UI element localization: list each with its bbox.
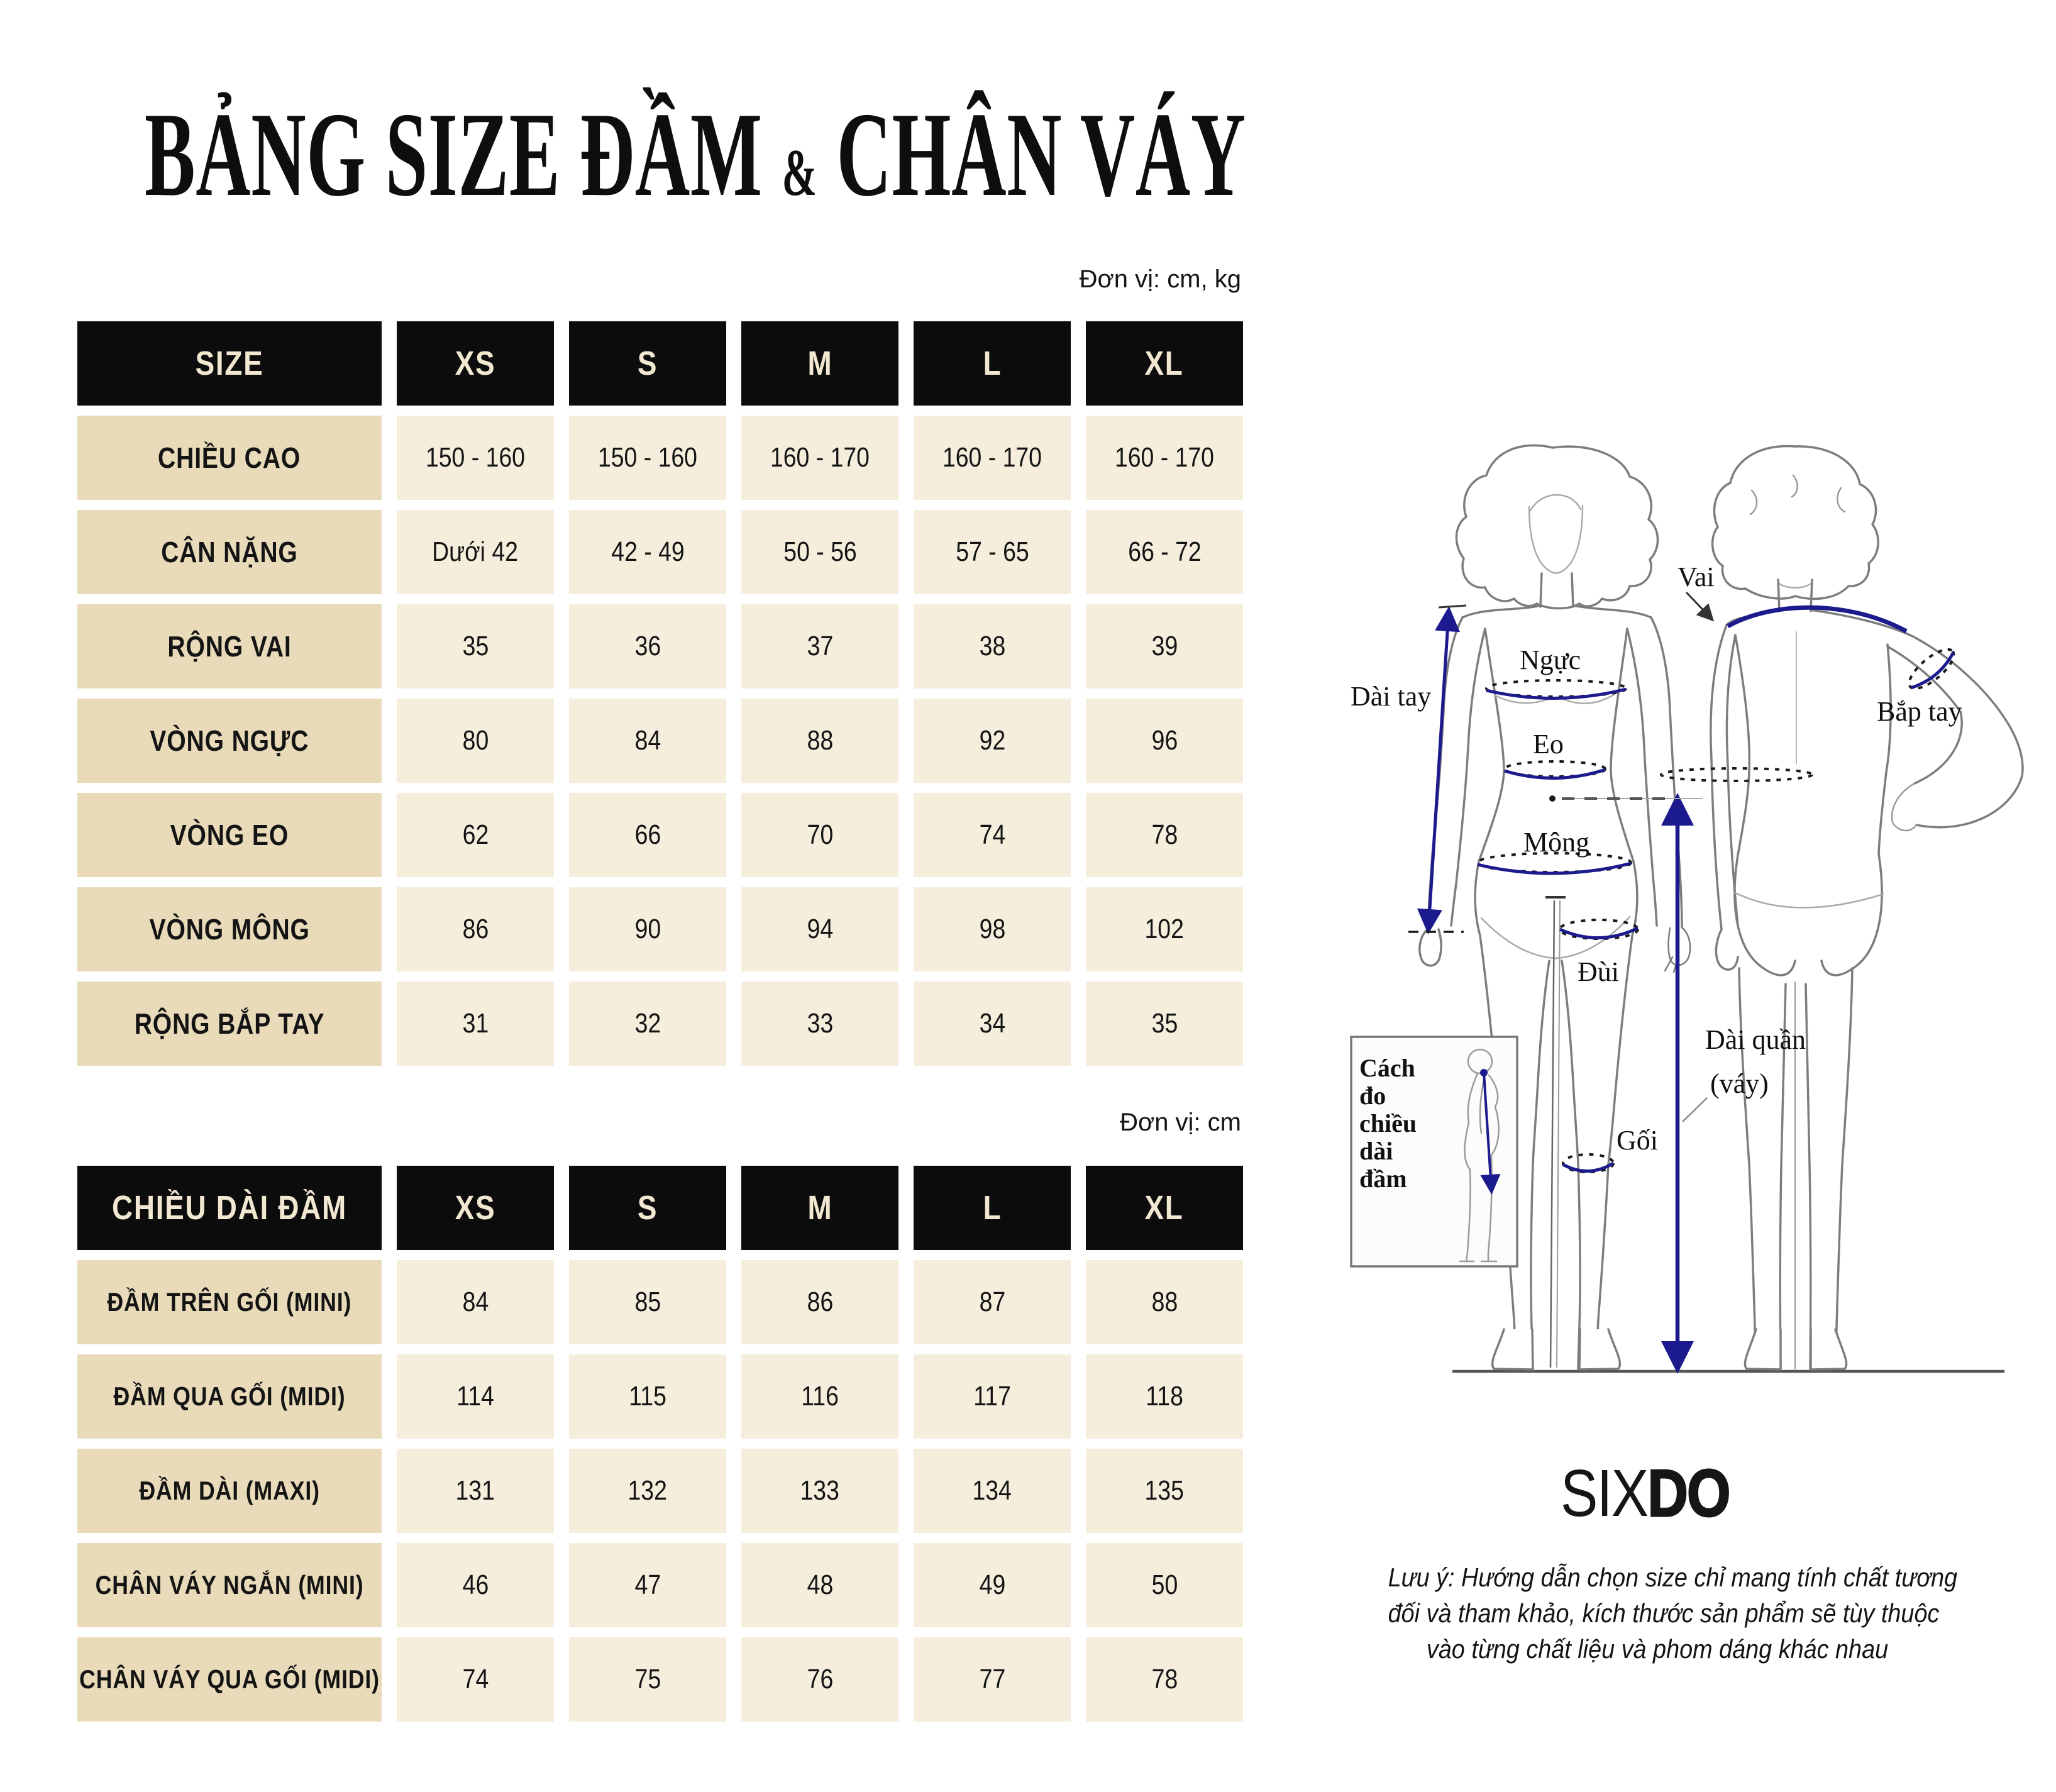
unit-note-cm: Đơn vị: cm — [1120, 1109, 1241, 1136]
svg-text:đo: đo — [1359, 1081, 1386, 1110]
hip-label: Mông — [1523, 827, 1590, 858]
size-table-value-cell: 80 — [397, 699, 554, 783]
disclaimer-line: vào từng chất liệu và phom dáng khác nhau — [1426, 1634, 1889, 1664]
size-table-value-cell: 150 - 160 — [397, 416, 554, 500]
length-table-value-cell: 85 — [569, 1260, 726, 1344]
length-table-value-cell: 88 — [1086, 1260, 1243, 1344]
size-table-value-cell: 42 - 49 — [569, 510, 726, 594]
size-table-value-cell: 34 — [914, 982, 1071, 1066]
measurement-diagram — [1295, 415, 2050, 1396]
disclaimer-line: đối và tham khảo, kích thước sản phẩm sẽ tùy thuộc — [1388, 1598, 1940, 1628]
size-table-value-cell: 36 — [569, 604, 726, 689]
size-table-value-cell: 35 — [397, 604, 554, 689]
size-table-value-cell: 88 — [741, 699, 898, 783]
length-table-header-l: L — [914, 1166, 1071, 1250]
length-table-value-cell: 118 — [1086, 1354, 1243, 1439]
length-table-header-s: S — [569, 1166, 726, 1250]
unit-note-cm-kg: Đơn vị: cm, kg — [1079, 265, 1241, 293]
length-table-value-cell: 78 — [1086, 1637, 1243, 1722]
length-table-value-cell: 114 — [397, 1354, 554, 1439]
length-table-row-label: ĐẦM DÀI (MAXI) — [77, 1449, 382, 1533]
length-table-value-cell: 77 — [914, 1637, 1071, 1722]
size-table-value-cell: 74 — [914, 793, 1071, 877]
length-table-value-cell: 74 — [397, 1637, 554, 1722]
size-table-value-cell: 98 — [914, 887, 1071, 971]
length-table-header-label: CHIỀU DÀI ĐẦM — [77, 1166, 382, 1250]
length-table-value-cell: 46 — [397, 1543, 554, 1627]
svg-text:dài: dài — [1359, 1137, 1393, 1165]
size-table-value-cell: 70 — [741, 793, 898, 877]
length-table-row-label: CHÂN VÁY NGẮN (MINI) — [77, 1543, 382, 1627]
size-table-value-cell: 94 — [741, 887, 898, 971]
svg-text:đầm: đầm — [1359, 1164, 1407, 1193]
size-table-value-cell: 31 — [397, 982, 554, 1066]
size-table-value-cell: 32 — [569, 982, 726, 1066]
size-table-row-label: RỘNG BẮP TAY — [77, 982, 382, 1066]
length-table-value-cell: 50 — [1086, 1543, 1243, 1627]
size-table-value-cell: 66 - 72 — [1086, 510, 1243, 594]
length-table-value-cell: 116 — [741, 1354, 898, 1439]
length-table-value-cell: 75 — [569, 1637, 726, 1722]
waist-label: Eo — [1533, 729, 1564, 760]
size-table-header-xs: XS — [397, 321, 554, 406]
inseam-line — [1550, 900, 1554, 1368]
length-table-value-cell: 132 — [569, 1449, 726, 1533]
size-table-header-label: SIZE — [77, 321, 382, 406]
dress-length-label-1: Dài quần — [1705, 1024, 1806, 1055]
size-table-value-cell: 62 — [397, 793, 554, 877]
sleeve-length-arrow — [1429, 612, 1449, 928]
length-table-row-label: ĐẦM TRÊN GỐI (MINI) — [77, 1260, 382, 1344]
size-table-row-label: RỘNG VAI — [77, 604, 382, 689]
dress-length-table — [77, 1166, 1243, 1722]
size-table-header-l: L — [914, 321, 1071, 406]
size-table-row-label: CHIỀU CAO — [77, 416, 382, 500]
knee-label: Gối — [1617, 1125, 1658, 1156]
sixdo-logo: SIXDO — [1561, 1456, 1730, 1530]
svg-text:chiều: chiều — [1359, 1109, 1417, 1137]
length-table-value-cell: 117 — [914, 1354, 1071, 1439]
length-table-header-m: M — [741, 1166, 898, 1250]
size-table-row-label: CÂN NẶNG — [77, 510, 382, 594]
length-table-header-xl: XL — [1086, 1166, 1243, 1250]
length-table-value-cell: 48 — [741, 1543, 898, 1627]
size-table-header-xl: XL — [1086, 321, 1243, 406]
shoulder-pointer-arrow — [1686, 592, 1711, 619]
size-table-value-cell: 96 — [1086, 699, 1243, 783]
size-table-value-cell: 160 - 170 — [914, 416, 1071, 500]
size-table-value-cell: 35 — [1086, 982, 1243, 1066]
inseam-line-2 — [1557, 900, 1560, 1368]
size-table-value-cell: 160 - 170 — [1086, 416, 1243, 500]
size-table-value-cell: 37 — [741, 604, 898, 689]
length-table-value-cell: 115 — [569, 1354, 726, 1439]
length-table-value-cell: 131 — [397, 1449, 554, 1533]
disclaimer-line: Lưu ý: Hướng dẫn chọn size chỉ mang tính chất tương — [1388, 1562, 1958, 1592]
length-table-value-cell: 84 — [397, 1260, 554, 1344]
size-table-value-cell: 84 — [569, 699, 726, 783]
length-table-row-label: CHÂN VÁY QUA GỐI (MIDI) — [77, 1637, 382, 1722]
sleeve-label: Dài tay — [1351, 681, 1432, 712]
size-table-value-cell: 160 - 170 — [741, 416, 898, 500]
thigh-label: Đùi — [1578, 956, 1619, 987]
length-table-value-cell: 134 — [914, 1449, 1071, 1533]
length-table-row-label: ĐẦM QUA GỐI (MIDI) — [77, 1354, 382, 1439]
size-table-value-cell: 92 — [914, 699, 1071, 783]
shoulder-label: Vai — [1677, 561, 1715, 592]
size-table-value-cell: 102 — [1086, 887, 1243, 971]
size-table-row-label: VÒNG EO — [77, 793, 382, 877]
size-table-value-cell: 57 - 65 — [914, 510, 1071, 594]
size-table-value-cell: 38 — [914, 604, 1071, 689]
body-figure-back — [1711, 446, 2023, 1369]
ampersand: & — [782, 136, 817, 209]
length-table-value-cell: 76 — [741, 1637, 898, 1722]
length-table-value-cell: 47 — [569, 1543, 726, 1627]
bust-label: Ngực — [1520, 644, 1581, 675]
size-table-header-m: M — [741, 321, 898, 406]
length-table-value-cell: 86 — [741, 1260, 898, 1344]
size-table-value-cell: 50 - 56 — [741, 510, 898, 594]
page-title: BẢNG SIZE ĐẦM & CHÂN VÁY — [145, 87, 1246, 221]
size-table-value-cell: 33 — [741, 982, 898, 1066]
size-table-value-cell: 90 — [569, 887, 726, 971]
length-table-value-cell: 135 — [1086, 1449, 1243, 1533]
length-table-value-cell: 87 — [914, 1260, 1071, 1344]
size-table-value-cell: 66 — [569, 793, 726, 877]
body-size-table — [77, 321, 1243, 1066]
size-table-value-cell: Dưới 42 — [397, 510, 554, 594]
length-table-value-cell: 133 — [741, 1449, 898, 1533]
size-table-value-cell: 150 - 160 — [569, 416, 726, 500]
size-table-header-s: S — [569, 321, 726, 406]
dress-length-label-2: (váy) — [1710, 1068, 1769, 1099]
size-table-value-cell: 78 — [1086, 793, 1243, 877]
size-table-value-cell: 39 — [1086, 604, 1243, 689]
measure-guide-inset — [1351, 1037, 1517, 1266]
length-table-value-cell: 49 — [914, 1543, 1071, 1627]
upper-arm-label: Bắp tay — [1877, 696, 1962, 727]
disclaimer-note — [1358, 1559, 1957, 1667]
svg-text:Cách: Cách — [1359, 1054, 1415, 1082]
size-table-row-label: VÒNG MÔNG — [77, 887, 382, 971]
size-table-row-label: VÒNG NGỰC — [77, 699, 382, 783]
size-table-value-cell: 86 — [397, 887, 554, 971]
length-table-header-xs: XS — [397, 1166, 554, 1250]
